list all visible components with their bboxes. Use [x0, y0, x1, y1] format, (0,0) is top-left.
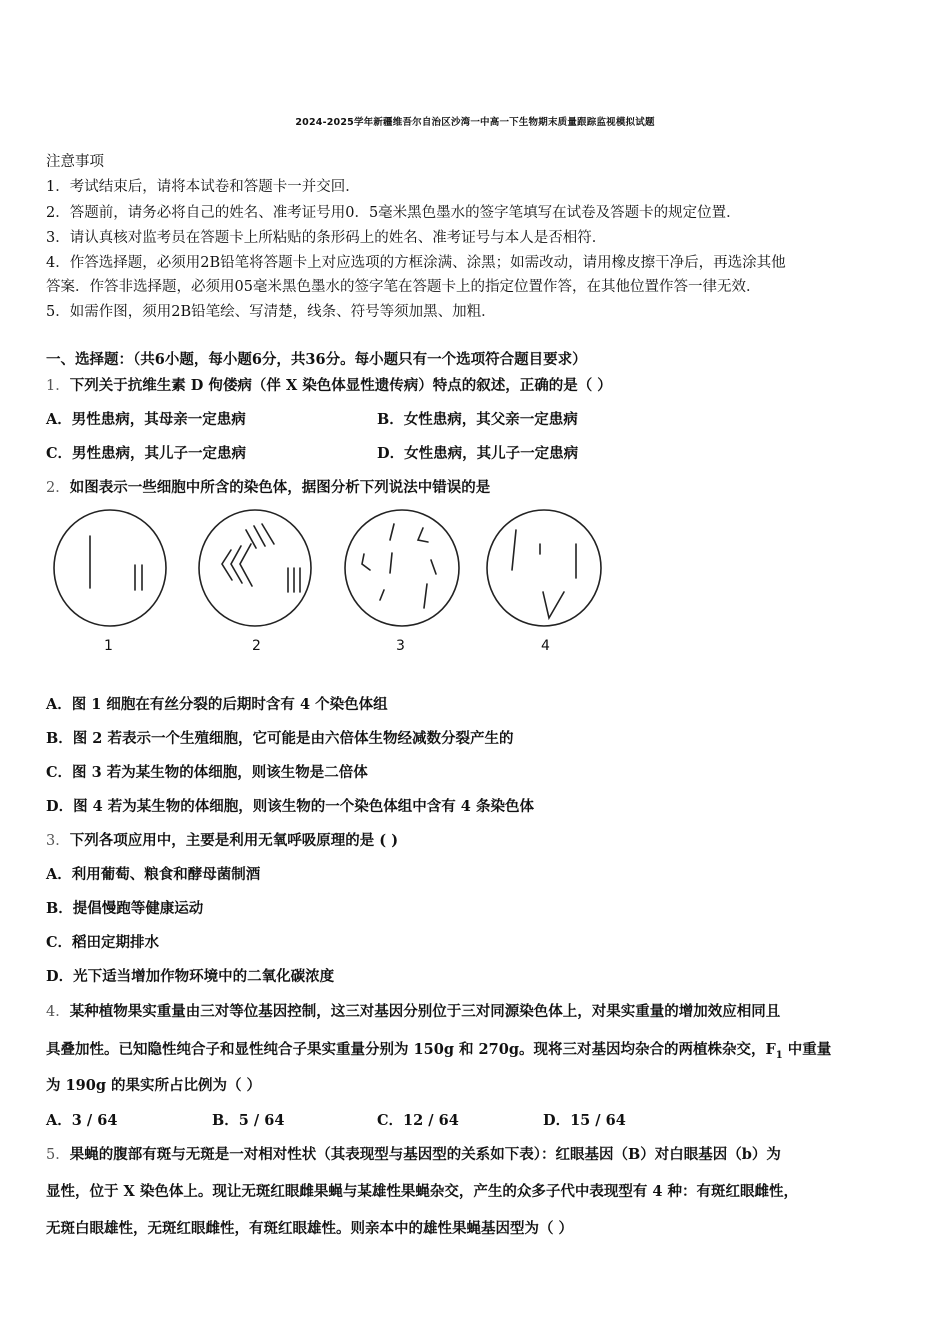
q4-option-c: C．12 / 64	[377, 1112, 459, 1129]
question-stem: 下列各项应用中，主要是利用无氧呼吸原理的是 ( )	[69, 832, 399, 849]
figure-label: 3	[396, 638, 405, 654]
chromosome	[424, 584, 427, 608]
question-5-line: 显性，位于 X 染色体上。现让无斑红眼雌果蝇与某雄性果蝇杂交，产生的众多子代中表现型有 4 种：有斑红眼雌性，	[46, 1183, 799, 1200]
question-2	[46, 478, 490, 498]
cell-1-circle	[54, 510, 166, 626]
notice-item: 1．考试结束后，请将本试卷和答题卡一并交回．	[46, 179, 360, 195]
cell-4-circle	[487, 510, 601, 626]
question-number: 3．	[46, 833, 70, 849]
q3-option-d: D．光下适当增加作物环境中的二氧化碳浓度	[46, 968, 335, 985]
question-number: 5．	[46, 1147, 70, 1163]
q3-option-b: B．提倡慢跑等健康运动	[46, 900, 204, 917]
chromosome	[543, 592, 564, 618]
chromosome	[380, 590, 384, 600]
question-3	[46, 831, 398, 851]
chromosome	[390, 524, 394, 540]
cell-3-circle	[345, 510, 459, 626]
notice-heading: 注意事项	[46, 154, 104, 170]
notice-item: 3．请认真核对监考员在答题卡上所粘贴的条形码上的姓名、准考证号与本人是否相符．	[46, 230, 607, 246]
q2-option-c: C．图 3 若为某生物的体细胞，则该生物是二倍体	[46, 764, 368, 781]
question-4-line: 具叠加性。已知隐性纯合子和显性纯合子果实重量分别为 150g 和 270g。现将三对基因均杂合的两植株杂交，$F_1$ 中重量	[46, 1041, 832, 1061]
figure-label: 4	[541, 638, 550, 654]
question-4-line: 为 190g 的果实所占比例为（ ）	[46, 1077, 262, 1094]
question-stem: 某种植物果实重量由三对等位基因控制，这三对基因分别位于三对同源染色体上，对果实重量的增加效应相同且	[69, 1003, 781, 1020]
q3-option-a: A．利用葡萄、粮食和酵母菌制酒	[46, 866, 261, 883]
chromosome-figure	[46, 508, 616, 628]
question-stem: 如图表示一些细胞中所含的染色体，据图分析下列说法中错误的是	[69, 479, 491, 496]
q4-option-d: D．15 / 64	[543, 1112, 626, 1129]
q1-option-b: B．女性患病，其父亲一定患病	[377, 411, 578, 428]
chromosome	[418, 528, 428, 542]
q2-option-a: A．图 1 细胞在有丝分裂的后期时含有 4 个染色体组	[46, 696, 388, 713]
q2-option-b: B．图 2 若表示一个生殖细胞，它可能是由六倍体生物经减数分裂产生的	[46, 730, 514, 747]
figure-label: 1	[104, 638, 113, 654]
q4-option-a: A．3 / 64	[46, 1112, 118, 1129]
question-4	[46, 1002, 780, 1022]
question-stem: 果蝇的腹部有斑与无斑是一对相对性状（其表现型与基因型的关系如下表）：红眼基因（B）对白眼基因（b）为	[69, 1146, 781, 1163]
chromosome	[431, 560, 436, 574]
notice-item: 4．作答选择题，必须用2B铅笔将答题卡上对应选项的方框涂满、涂黑；如需改动，请用橡皮擦干净后，再选涂其他	[46, 255, 786, 271]
question-number: 4．	[46, 1004, 70, 1020]
chromosome	[512, 530, 516, 570]
chromosome	[222, 550, 232, 580]
q2-option-d: D．图 4 若为某生物的体细胞，则该生物的一个染色体组中含有 4 条染色体	[46, 798, 534, 815]
chromosome	[254, 526, 265, 546]
question-5-line: 无斑白眼雄性，无斑红眼雌性，有斑红眼雄性。则亲本中的雄性果蝇基因型为（ ）	[46, 1220, 574, 1237]
question-number: 2．	[46, 480, 70, 496]
figure-label: 2	[252, 638, 261, 654]
q1-option-a: A．男性患病，其母亲一定患病	[46, 411, 246, 428]
notice-item: 2．答题前，请务必将自己的姓名、准考证号用0．5毫米黑色墨水的签字笔填写在试卷及答题卡的规定位置．	[46, 205, 741, 221]
chromosome	[362, 554, 370, 570]
page-title: 2024-2025学年新疆维吾尔自治区沙湾一中高一下生物期末质量跟踪监视模拟试题	[295, 117, 655, 128]
q4-option-b: B．5 / 64	[212, 1112, 285, 1129]
question-stem: 下列关于抗维生素 D 佝偻病（伴 X 染色体显性遗传病）特点的叙述，正确的是（ ）	[69, 377, 612, 394]
q1-option-d: D．女性患病，其儿子一定患病	[377, 445, 579, 462]
question-5	[46, 1145, 781, 1165]
chromosome	[390, 553, 392, 573]
q3-option-c: C．稻田定期排水	[46, 934, 160, 951]
notice-item: 答案．作答非选择题，必须用05毫米黑色墨水的签字笔在答题卡上的指定位置作答，在其他位置作答一律无效．	[46, 279, 761, 295]
chromosome	[240, 544, 252, 586]
question-number: 1．	[46, 378, 70, 394]
q1-option-c: C．男性患病，其儿子一定患病	[46, 445, 247, 462]
chromosome	[262, 524, 274, 544]
section-heading: 一、选择题：（共6小题，每小题6分，共36分。每小题只有一个选项符合题目要求）	[46, 351, 587, 368]
notice-item: 5．如需作图，须用2B铅笔绘、写清楚，线条、符号等须加黑、加粗．	[46, 304, 496, 320]
question-1	[46, 376, 612, 396]
